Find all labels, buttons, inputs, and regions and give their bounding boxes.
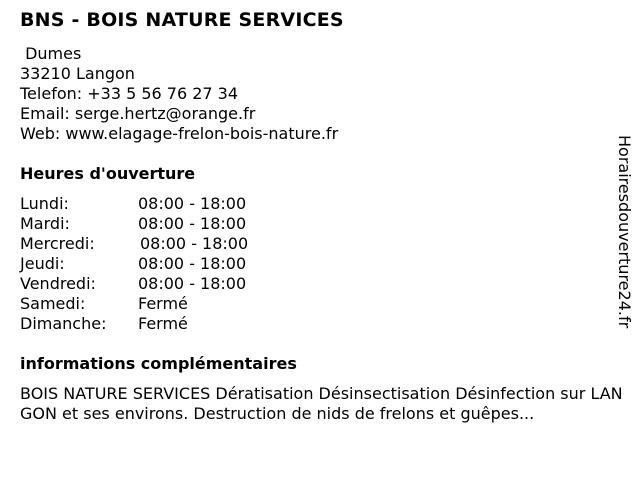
time-value: Fermé [138, 294, 188, 313]
day-label: Dimanche: [20, 314, 107, 333]
time-value: 08:00 - 18:00 [138, 274, 247, 293]
contact-block [20, 44, 338, 144]
day-label: Mercredi: [20, 234, 95, 253]
day-label: Mardi: [20, 214, 70, 233]
site-watermark: Horairesdouverture24.fr [615, 135, 634, 329]
business-name: BNS - BOIS NATURE SERVICES [20, 9, 344, 31]
time-value: 08:00 - 18:00 [140, 234, 249, 253]
time-value: 08:00 - 18:00 [138, 214, 247, 233]
time-value: 08:00 - 18:00 [138, 194, 247, 213]
phone-line: Telefon: +33 5 56 76 27 34 [20, 84, 239, 103]
address-city: 33210 Langon [20, 64, 135, 83]
web-line: Web: www.elagage-frelon-bois-nature.fr [20, 124, 339, 143]
day-label: Samedi: [20, 294, 86, 313]
address-street: Dumes [20, 44, 82, 63]
info-heading: informations complémentaires [20, 354, 297, 373]
hours-heading: Heures d'ouverture [20, 164, 196, 183]
day-label: Lundi: [20, 194, 69, 213]
time-value: 08:00 - 18:00 [138, 254, 247, 273]
email-line: Email: serge.hertz@orange.fr [20, 104, 256, 123]
info-description: BOIS NATURE SERVICES Dératisation Désinsectisation Désinfection sur LANGON et ses environs. Destruction de nids de frelons et guêpes... [20, 384, 623, 423]
day-label: Jeudi: [20, 254, 65, 273]
time-value: Fermé [138, 314, 188, 333]
day-label: Vendredi: [20, 274, 96, 293]
